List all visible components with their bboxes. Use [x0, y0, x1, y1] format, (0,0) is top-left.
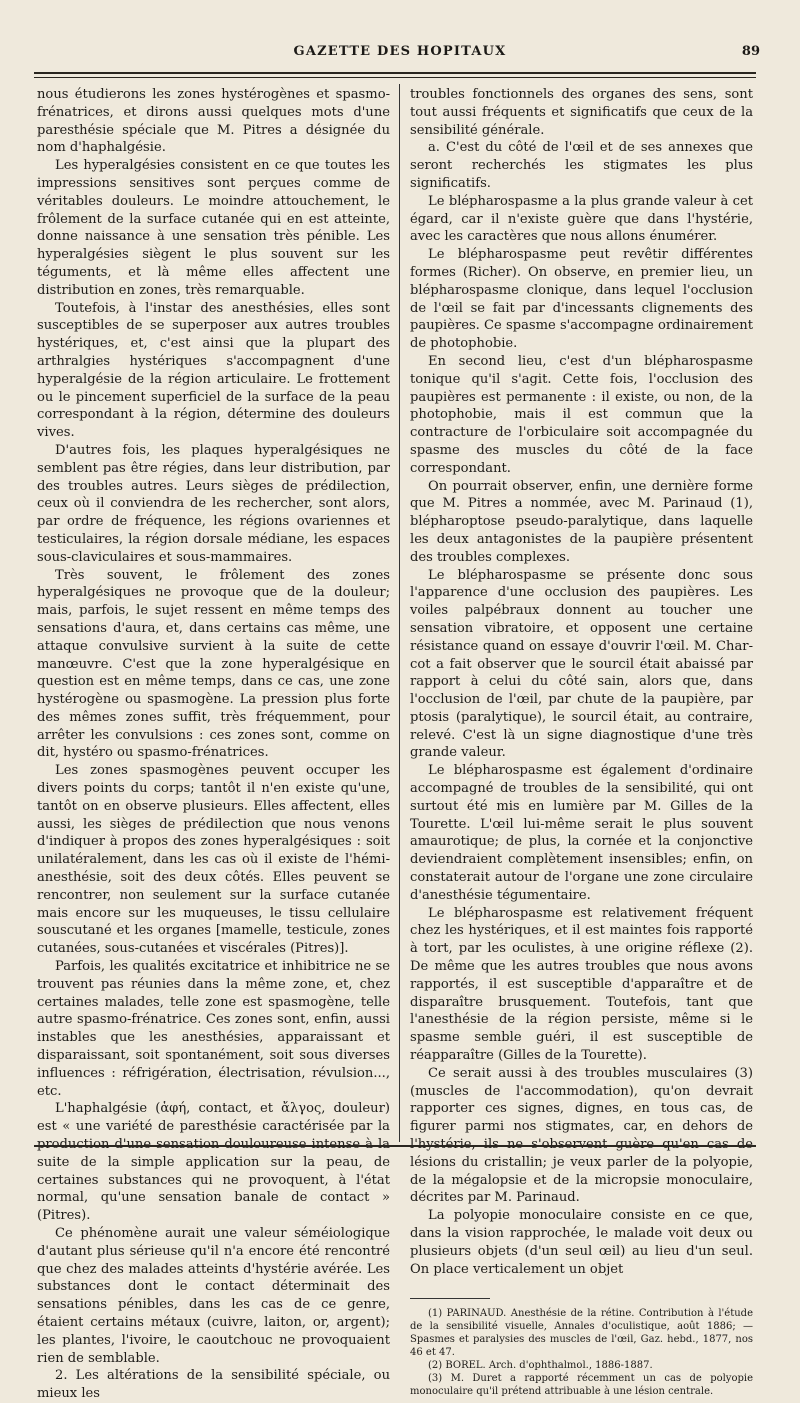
- paragraph: Le blépharospasme se présente donc sous l'apparence d'une occlusion des paupières. Les voiles palpébraux donnent au toucher une sensation vibratoire, et opposent une certaine résistance quand on essaye d'ouvrir l'œil. M. Charcot a fait observer que le sourcil était abaissé par rapport à celui du côté sain, alors que, dans l'occlusion de l'œil, par chute de la paupière, par ptosis (paralytique), le sourcil était, au contraire, relevé. C'est là un signe diagnostique d'une très grande valeur.: [410, 567, 753, 761]
- paragraph: La polyopie monoculaire consiste en ce que, dans la vision rapprochée, le malade voit deux ou plusieurs objets (d'un seul œil) au lieu d'un seul. On place verticalement un objet: [410, 1208, 753, 1277]
- paragraph: Toutefois, à l'instar des anesthésies, elles sont susceptibles de se superposer aux autres troubles hystériques, et, c'est ainsi que la plupart des arthralgies hystériques s'accompagnent d'une hyperalgésie de la région articulaire. Le frottement ou le pincement superficiel de la surface de la peau correspondant à la région, détermine des douleurs vives.: [37, 300, 390, 441]
- paragraph: troubles fonctionnels des organes des sens, sont tout aussi fréquents et significatifs que ceux de la sensibilité générale.: [410, 87, 753, 138]
- paragraph: Le blépharospasme a la plus grande valeur à cet égard, car il n'existe guère que dans l'hystérie, avec les caractères que nous allons énumérer.: [410, 193, 753, 245]
- left-column: [37, 86, 390, 1403]
- page-number: 89: [741, 44, 760, 59]
- page-header: [30, 40, 770, 68]
- journal-title: GAZETTE DES HOPITAUX: [293, 44, 507, 59]
- paragraph: a. C'est du côté de l'œil et de ses annexes que seront recherchés les stigmates les plus significatifs.: [410, 140, 753, 191]
- paragraph: nous étudierons les zones hystérogènes et spasmo-frénatrices, et dirons aussi quelques mots d'une paresthésie spéciale que M. Pitres a désignée du nom d'haphalgésie.: [37, 87, 390, 156]
- paragraph: Très souvent, le frôlement des zones hyperalgésiques ne provoque que de la douleur; mais, parfois, le sujet ressent en même temps des sensations d'aura, et, dans certains cas même, une attaque convulsive survient à la suite de cette manœuvre. C'est que la zone hyperalgésique en question est en même temps, dans ce cas, une zone hystérogène ou spasmogène. La pression plus forte des mêmes zones suffit, très fréquemment, pour arrêter les convulsions : ces zones sont, comme on dit, hystéro ou spasmo-frénatrices.: [37, 567, 390, 761]
- paragraph: En second lieu, c'est d'un blépharospasme tonique qu'il s'agit. Cette fois, l'occlusion des paupières est permanente : il existe, ou non, de la photophobie, mais il est commun que la contracture de l'orbiculaire soit accompagnée du spasme des muscles du côté de la face correspondant.: [410, 353, 753, 476]
- paragraph: 2. Les altérations de la sensibilité spéciale, ou mieux les: [37, 1368, 390, 1402]
- paragraph: Le blépharospasme peut revêtir différentes formes (Richer). On observe, en premier lieu, un blépharospasme clonique, dans lequel l'occlusion de l'œil se fait par d'incessants clignements des paupières. Ce spasme s'accompagne ordinairement de photophobie.: [410, 247, 753, 352]
- footnote-rule: [410, 1298, 490, 1299]
- paragraph: On pourrait observer, enfin, une dernière forme que M. Pitres a nommée, avec M. Parinaud (1), blépharoptose pseudo-paralytique, dans laquelle les deux antagonistes de la paupière présentent des troubles complexes.: [410, 478, 753, 565]
- paragraph: Les zones spasmogènes peuvent occuper les divers points du corps; tantôt il n'en existe qu'une, tantôt on en observe plusieurs. Elles affectent, elles aussi, les sièges de prédilection que nous venons d'indiquer à propos des zones hyperalgésiques : soit unilatéralement, dans les cas où il existe de l'hémi-anesthésie, soit des deux côtés. Elles peuvent se rencontrer, non seulement sur la surface cutanée mais encore sur les muqueuses, le tissu cellulaire souscutané et les organes [mamelle, testicule, zones cutanées, sous-cutanées et viscérales (Pitres)].: [37, 763, 390, 957]
- right-column: [410, 86, 753, 1398]
- paragraph: Parfois, les qualités excitatrice et inhibitrice ne se trouvent pas réunies dans la même zone, et, chez certaines malades, telle zone est spasmogène, telle autre spasmo-frénatrice. Ces zones sont, enfin, aussi instables que les anesthésies, apparaissant et disparaissant, soit spontanément, soit sous diverses influences : réfrigération, électrisation, révulsion..., etc.: [37, 959, 390, 1099]
- bottom-rule: [34, 1145, 756, 1147]
- paragraph: Les hyperalgésies consistent en ce que toutes les impressions sensitives sont perçues comme de véritables douleurs. Le moindre attouchement, le frôlement de la surface cutanée qui en est atteinte, donne naissance à une sensation très pénible. Les hyperalgésies siègent le plus souvent sur les téguments, et là même elles affectent une distribution en zones, très remarquable.: [37, 158, 390, 298]
- footnotes: [410, 1307, 753, 1398]
- footnote: (2) BOREL. Arch. d'ophthalmol., 1886-1887.: [428, 1360, 653, 1372]
- paragraph: Le blépharospasme est également d'ordinaire accompagné de troubles de la sensibilité, qui ont surtout été mis en lumière par M. Gilles de la Tourette. L'œil lui-même serait le plus souvent amaurotique; de plus, la cornée et la conjonctive deviendraient complètement insensibles; enfin, on constaterait autour de l'organe une zone circulaire d'anesthésie tégumentaire.: [410, 763, 753, 903]
- column-divider: [399, 84, 400, 1142]
- header-rule: [34, 72, 756, 74]
- paragraph: Ce phénomène aurait une valeur séméiologique d'autant plus sérieuse qu'il n'a encore été rencontré que chez des malades atteints d'hystérie avérée. Les substances dont le contact déterminait des sensations pénibles, dans les cas de ce genre, étaient certains métaux (cuivre, laiton, or, argent); les plantes, l'ivoire, le caoutchouc ne provoquaient rien de semblable.: [37, 1226, 390, 1366]
- paragraph: D'autres fois, les plaques hyperalgésiques ne semblent pas être régies, dans leur distribution, par des troubles autres. Leurs sièges de prédilection, ceux où il conviendra de les rechercher, sont alors, par ordre de fréquence, les régions ovariennes et testiculaires, la région dorsale médiane, les espaces sous-claviculaires et sous-mammaires.: [37, 442, 390, 565]
- paragraph: Ce serait aussi à des troubles musculaires (3) (muscles de l'accommodation), qu'on devrait rapporter ces signes, dignes, en tous cas, de figurer parmi nos stigmates, car, en dehors de l'hystérie, ils ne s'observent guère qu'en cas de lésions du cristallin; je veux parler de la polyopie, de la mégalopsie et de la micropsie monoculaire, décrites par M. Parinaud.: [410, 1065, 753, 1206]
- paragraph: Le blépharospasme est relativement fréquent chez les hystériques, et il est maintes fois rapporté à tort, par les oculistes, à une origine réflexe (2). De même que les autres troubles que nous avons rapportés, il est susceptible d'apparaître et de disparaître brusquement. Toutefois, tant que l'anesthésie de la région persiste, même si le spasme semble guéri, il est susceptible de réapparaître (Gilles de la Tourette).: [410, 905, 753, 1064]
- footnote: (1) PARINAUD. Anesthésie de la rétine. Contribution à l'étude de la sensibilité visuelle, Annales d'oculistique, août 1886; — Spasmes et paralysies des muscles de l'œil, Gaz. hebd., 1877, nos 46 et 47.: [410, 1308, 753, 1359]
- paragraph: L'haphalgésie (ἁφή, contact, et ἄλγος, douleur) est « une variété de paresthésie caractérisée par la production d'une sensation douloureuse intense à la suite de la simple application sur la peau, de certaines substances qui ne provoquent, à l'état normal, qu'une sensation banale de contact » (Pitres).: [37, 1101, 390, 1224]
- footnote: (3) M. Duret a rapporté récemment un cas de polyopie monoculaire qu'il prétend attribuable à une lésion centrale.: [410, 1373, 753, 1398]
- header-rule-thin: [34, 77, 756, 78]
